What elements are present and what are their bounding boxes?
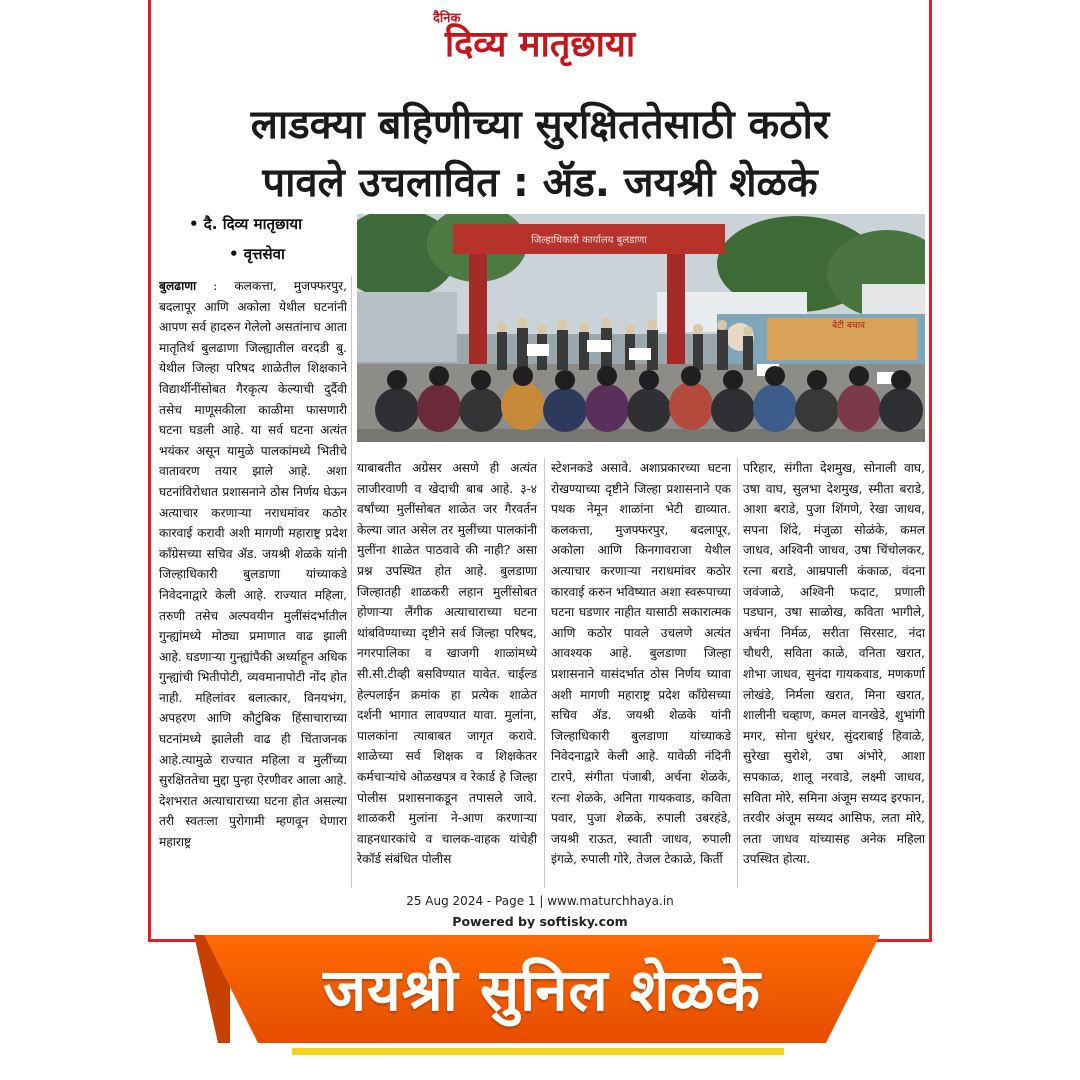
article-column-4 bbox=[743, 458, 925, 888]
powered-by-footer: Powered by softisky.com bbox=[452, 914, 628, 929]
edition-footer: 25 Aug 2024 - Page 1 | www.maturchhaya.in bbox=[406, 894, 674, 908]
article-column-2 bbox=[357, 458, 537, 888]
article-column-4-text: परिहार, संगीता देशमुख, सोनाली वाघ, उषा वाघ, सुलभा देशमुख, स्मीता बराडे, आशा बराडे, पुजा शिंगणे, रेखा जाधव, सपना शिंदे, मंजुळा सोळंके, कमल जाधव, अश्विनी जाधव, उषा चिंचोलकर, रत्ना बराडे, आम्रपाली कंकाळ, वंदना जवंजाळे, अश्विनी फदाट, प्रणाली पडघान, उषा साळोख, कविता भागीले, अर्चना निर्मळ, सरीता सिरसाट, नंदा चौधरी, सविता काळे, वनिता खरात, शोभा जाधव, सुनंदा गायकवाड, मणकर्णा लोखंडे, निर्मला खरात, मिना खरात, शालीनी चव्हाण, कमल वानखेडे, शुभांगी मगर, सोना धुरंधर, सुंदराबाई हिवाळे, सुरेखा सुरोशे, उषा अंभोरे, आशा सपकाळ, शालू नरवाडे, लक्ष्मी जाधव, सविता मोरे, समिना अंजूम सय्यद इरफान, तरवीर अंजूम सय्यद आसिफ, लता मोरे, लता जाधव यांच्यासह अनेक महिला उपस्थित होत्या. bbox=[743, 461, 925, 867]
wall-mural-text: बेटी बचाव bbox=[832, 321, 866, 331]
gate-sign-text: जिल्हाधिकारी कार्यालय बुलडाणा bbox=[531, 235, 647, 246]
article-column-1-text: : कलकत्ता, मुजफ्फरपुर, बदलापूर आणि अकोला येथील घटनांनी आपण सर्व हादरुन गेलेलो असतांनाच आता मातृतिर्थ बुलढाणा जिल्ह्यातील वरदडी बु. येथील जिल्हा परिषद शाळेतील शिक्षकाने विद्यार्थीनींसोबत गैरकृत्य केल्याची दुर्दैवी तसेच माणूसकीला काळीमा फासणारी घटना घडली आहे. या सर्व घटना अत्यंत भयंकर असून यामुळे पालकांमध्ये भितीचे वातावरण तयार झाले आहे. अशा घटनांविरोधात प्रशासनाने ठोस निर्णय घेऊन अत्याचार करणाऱ्या नराधमांवर कठोर कारवाई करावी अशी मागणी महाराष्ट्र प्रदेश काँग्रेसच्या सचिव ॲड. जयश्री शेळके यांनी जिल्हाधिकारी बुलडाणा यांच्याकडे निवेदनाद्वारे केली आहे. राज्यात महिला, तरुणी तसेच अल्पवयीन मुलींसंदर्भातील गुन्ह्यांमध्ये मोठ्या प्रमाणात वाढ झाली आहे. घडणाऱ्या गुन्ह्यांपैकी अर्ध्याहून अधिक गुन्ह्यांची भितीपोटी, व्यवमानापोटी नोंद होत नाही. महिलांवर बलात्कार, विनयभंग, अपहरण आणि कौटुंबिक हिंसाचाराच्या घटनांमध्ये झालेली वाढ ही चिंताजनक आहे.त्यामुळे राज्यात महिला व मुलींच्या सुरक्षिततेचा मुद्दा पुन्हा ऐरणीवर आला आहे. देशभरात अत्याचाराच्या घटना होत असल्या तरी स्वतःला पुरोगामी म्हणवून घेणारा महाराष्ट्र bbox=[159, 279, 347, 850]
article-column-3-text: स्टेशनकडे असावे. अशाप्रकारच्या घटना रोखण्याच्या दृष्टीने जिल्हा प्रशासनाने एक पथक नेमून शाळांना भेटी द्याव्यात. कलकत्ता, मुजफ्फरपुर, बदलापूर, अकोला आणि किनगावराजा येथील अत्याचार करणाऱ्या नराधमांवर कठोर कारवाई करुन भविष्यात अशा स्वरूपाच्या घटना घडणार नाहीत यासाठी सकारात्मक आणि कठोर पावले उचलणे अत्यंत आवश्यक आहे. बुलडाणा जिल्हा प्रशासनाने यासंदर्भात ठोस निर्णय घ्यावा अशी मागणी महाराष्ट्र प्रदेश काँग्रेसच्या सचिव ॲड. जयश्री शेळके यांनी जिल्हाधिकारी बुलडाणा यांच्याकडे निवेदनाद्वारे केली आहे. यावेळी नंदिनी टारपे, संगीता पंजाबी, अर्चना शेळके, रत्ना शेळके, अनिता गायकवाड, कविता पवार, पुजा शेळके, रुपाली उबरहंडे, जयश्री राऊत, स्वाती जाधव, रुपाली इंगळे, रुपाली गोरे, तेजल टेकाळे, किर्ती bbox=[551, 461, 731, 867]
column-divider bbox=[737, 458, 738, 888]
protest-photo-illustration bbox=[357, 214, 925, 442]
masthead-title: दिव्य मातृछाया bbox=[444, 23, 636, 65]
protest-photo bbox=[357, 214, 925, 442]
article-column-3 bbox=[551, 458, 731, 888]
headline-line-2: पावले उचलावित : ॲड. जयश्री शेळके bbox=[262, 160, 818, 206]
article-column-2-text: याबाबतीत अग्रेसर असणे ही अत्यंत लाजीरवाणी व खेदाची बाब आहे. ३-४ वर्षांच्या मुलींसोबत शाळेत जर गैरवर्तन केल्या जात असेल तर मुलींच्या पालकांनी मुलींना शाळेत पाठवावे की नाही? असा प्रश्न उपस्थित होत आहे. बुलडाणा जिल्हातही शाळकरी लहान मुलींसोबत होणाऱ्या लैंगीक अत्याचाराच्या घटना थांबविण्याच्या दृष्टीने सर्व जिल्हा परिषद, नगरपालिका व खाजगी शाळांमध्ये सी.सी.टीव्ही बसविण्यात यावेत. चाईल्ड हेल्पलाईन क्रमांक हा प्रत्येक शाळेत दर्शनी भागात लावण्यात यावा. मुलांना, पालकांना त्याबाबत जागृत करावे. शाळेच्या सर्व शिक्षक व शिक्षकेतर कर्मचाऱ्यांचे ओळखपत्र व रेकार्ड हे जिल्हा पोलीस प्रशासनाकडून तपासले जावे. शाळकरी मुलांना ने-आण करणाऱ्या वाहनधारकांचे व चालक-वाहक यांचेही रेकॉर्ड संबंधित पोलीस bbox=[357, 461, 537, 867]
headline-line-1: लाडक्या बहिणीच्या सुरक्षिततेसाठी कठोर bbox=[250, 102, 830, 148]
column-divider bbox=[351, 276, 352, 888]
banner-underline bbox=[292, 1048, 784, 1055]
column-divider bbox=[544, 458, 545, 888]
name-banner-text: जयश्री सुनिल शेळके bbox=[323, 956, 761, 1024]
article-column-1 bbox=[159, 276, 347, 888]
byline-service: • वृत्तसेवा bbox=[229, 245, 285, 263]
headline bbox=[157, 96, 923, 212]
newspaper-clipping bbox=[148, 0, 932, 942]
byline-paper: • दै. दिव्य मातृछाया bbox=[189, 215, 302, 233]
masthead bbox=[151, 8, 929, 64]
article-dateline: बुलढाणा bbox=[159, 279, 197, 293]
masthead-daily-label: दैनिक bbox=[433, 11, 461, 26]
